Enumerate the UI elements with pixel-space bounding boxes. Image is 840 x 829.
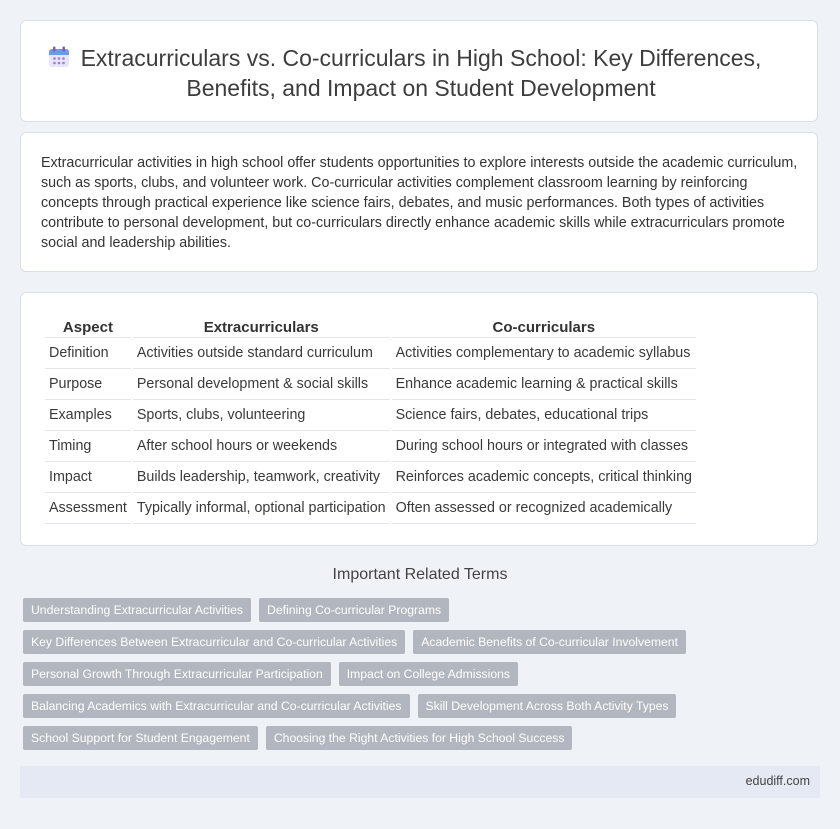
table-cell: Sports, clubs, volunteering	[133, 400, 390, 431]
term-tag[interactable]: Personal Growth Through Extracurricular Participation	[23, 662, 331, 686]
table-row	[45, 338, 696, 369]
table-cell: Personal development & social skills	[133, 369, 390, 400]
intro-paragraph: Extracurricular activities in high school offer students opportunities to explore interests outside the academic curriculum, such as sports, clubs, and volunteer work. Co-curricular activities complement classroom learning by reinforcing concepts through practical experience like science fairs, debates, and music performances. Both types of activities contribute to personal development, but co-curriculars directly enhance academic skills while extracurriculars promote social and leadership abilities.	[41, 155, 798, 251]
table-cell: Impact	[45, 462, 131, 493]
term-tag[interactable]: Key Differences Between Extracurricular and Co-curricular Activities	[23, 630, 405, 654]
term-tag[interactable]: Balancing Academics with Extracurricular and Co-curricular Activities	[23, 694, 410, 718]
header-aspect: Aspect	[45, 315, 131, 338]
title-card	[20, 20, 818, 122]
term-tag[interactable]: Impact on College Admissions	[339, 662, 518, 686]
header-co-curriculars: Co-curriculars	[392, 315, 696, 338]
table-cell: Science fairs, debates, educational trips	[392, 400, 696, 431]
table-cell: Assessment	[45, 493, 131, 524]
table-row	[45, 493, 696, 524]
footer-site-name: edudiff.com	[745, 774, 810, 788]
table-cell: Builds leadership, teamwork, creativity	[133, 462, 390, 493]
table-cell: Purpose	[45, 369, 131, 400]
comparison-table	[43, 315, 698, 524]
term-tag[interactable]: Choosing the Right Activities for High School Success	[266, 726, 573, 750]
term-tag[interactable]: Skill Development Across Both Activity Types	[418, 694, 677, 718]
table-cell: Enhance academic learning & practical skills	[392, 369, 696, 400]
table-cell: Definition	[45, 338, 131, 369]
table-row	[45, 369, 696, 400]
term-row	[23, 598, 803, 622]
term-row	[23, 662, 803, 686]
comparison-card	[20, 292, 818, 546]
term-row	[23, 630, 803, 654]
table-cell: Activities outside standard curriculum	[133, 338, 390, 369]
related-terms-heading: Important Related Terms	[332, 566, 508, 583]
footer	[20, 766, 820, 798]
header-extracurriculars: Extracurriculars	[133, 315, 390, 338]
table-row	[45, 400, 696, 431]
table-cell: During school hours or integrated with classes	[392, 431, 696, 462]
table-header-row	[45, 315, 696, 338]
term-tag[interactable]: School Support for Student Engagement	[23, 726, 258, 750]
table-cell: Timing	[45, 431, 131, 462]
table-cell: Often assessed or recognized academically	[392, 493, 696, 524]
term-row	[23, 726, 803, 750]
term-tag[interactable]: Academic Benefits of Co-curricular Involvement	[413, 630, 686, 654]
term-row	[23, 694, 803, 718]
page-title: Extracurriculars vs. Co-curriculars in High School: Key Differences, Benefits, and Impact on Student Development	[80, 45, 762, 101]
related-terms-list	[23, 598, 803, 758]
intro-card	[20, 132, 818, 272]
term-tag[interactable]: Understanding Extracurricular Activities	[23, 598, 251, 622]
term-tag[interactable]: Defining Co-curricular Programs	[259, 598, 449, 622]
table-row	[45, 462, 696, 493]
table-row	[45, 431, 696, 462]
table-cell: Typically informal, optional participation	[133, 493, 390, 524]
table-cell: Activities complementary to academic syllabus	[392, 338, 696, 369]
table-cell: Examples	[45, 400, 131, 431]
table-cell: Reinforces academic concepts, critical thinking	[392, 462, 696, 493]
table-cell: After school hours or weekends	[133, 431, 390, 462]
